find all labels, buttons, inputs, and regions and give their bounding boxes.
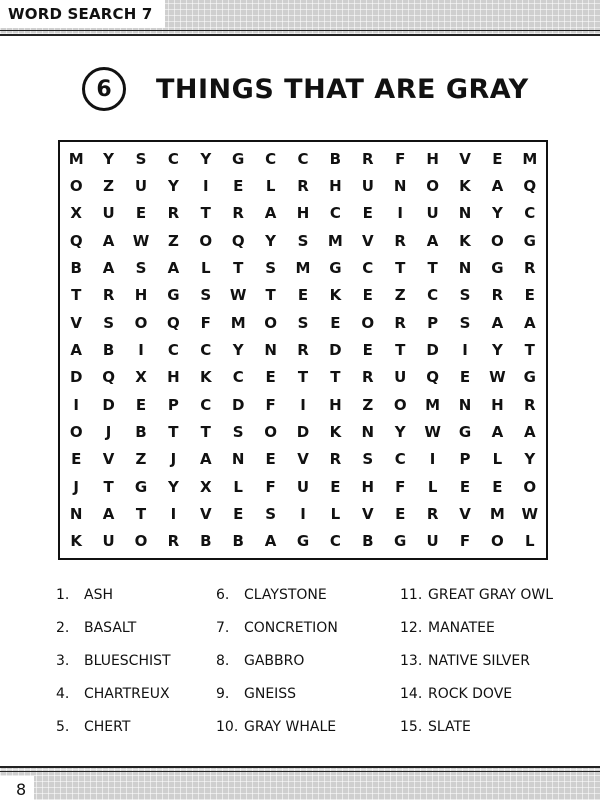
grid-letter[interactable]: F: [200, 313, 211, 332]
grid-letter[interactable]: E: [330, 477, 341, 496]
word-number: 6.: [216, 586, 230, 603]
grid-letter[interactable]: G: [394, 532, 407, 551]
grid-letter[interactable]: A: [264, 532, 277, 551]
grid-letter[interactable]: M: [68, 149, 84, 168]
grid-letter[interactable]: Y: [167, 477, 179, 496]
word-text: SLATE: [428, 718, 471, 735]
grid-letter[interactable]: E: [362, 286, 373, 305]
grid-letter[interactable]: D: [69, 368, 83, 387]
grid-letter[interactable]: J: [170, 450, 177, 469]
grid-letter[interactable]: R: [329, 450, 342, 469]
grid-letter[interactable]: S: [265, 258, 276, 277]
grid-letter[interactable]: S: [200, 286, 212, 305]
word-list-item: [400, 710, 576, 743]
grid-letter[interactable]: Q: [231, 231, 245, 250]
grid-letter[interactable]: Q: [102, 368, 115, 387]
grid-letter[interactable]: Z: [135, 450, 147, 469]
grid-letter[interactable]: R: [102, 286, 115, 305]
grid-letter[interactable]: B: [135, 422, 147, 441]
grid-letter[interactable]: T: [200, 204, 211, 223]
grid-letter[interactable]: E: [459, 368, 471, 387]
grid-letter[interactable]: M: [230, 313, 246, 332]
grid-letter[interactable]: F: [265, 477, 276, 496]
grid-letter[interactable]: A: [102, 504, 115, 523]
grid-letter[interactable]: Z: [362, 395, 374, 414]
grid-letter[interactable]: F: [395, 477, 406, 496]
grid-letter[interactable]: Z: [103, 176, 115, 195]
grid-letter[interactable]: Y: [232, 340, 244, 359]
grid-letter[interactable]: R: [524, 258, 536, 277]
grid-letter[interactable]: G: [523, 231, 536, 250]
grid-letter[interactable]: Y: [524, 450, 536, 469]
grid-letter[interactable]: E: [330, 313, 341, 332]
grid-letter[interactable]: E: [135, 395, 147, 414]
grid-letter[interactable]: J: [105, 422, 112, 441]
word-number: 11.: [400, 586, 423, 603]
grid-letter[interactable]: U: [102, 204, 115, 223]
word-number: 7.: [216, 619, 230, 636]
grid-letter[interactable]: R: [167, 532, 180, 551]
grid-letter[interactable]: A: [102, 231, 115, 250]
grid-letter[interactable]: A: [167, 258, 180, 277]
grid-letter[interactable]: V: [459, 504, 471, 523]
grid-letter[interactable]: R: [362, 149, 374, 168]
grid-letter[interactable]: N: [458, 204, 472, 223]
word-list-item: [216, 578, 400, 611]
word-text: BASALT: [84, 619, 137, 636]
grid-letter[interactable]: Q: [69, 231, 83, 250]
grid-letter[interactable]: A: [70, 340, 82, 359]
grid-letter[interactable]: T: [427, 258, 438, 277]
grid-letter[interactable]: T: [233, 258, 244, 277]
grid-letter[interactable]: I: [300, 395, 306, 414]
grid-letter[interactable]: C: [329, 204, 341, 223]
word-list-item: [56, 644, 216, 677]
grid-letter[interactable]: U: [296, 477, 310, 496]
grid-letter[interactable]: U: [361, 176, 374, 195]
word-list-item: [216, 677, 400, 710]
grid-letter[interactable]: V: [297, 450, 309, 469]
word-text: MANATEE: [428, 619, 495, 636]
word-list-item: [216, 644, 400, 677]
puzzle-title: [82, 64, 529, 114]
grid-letter[interactable]: O: [393, 395, 407, 414]
grid-letter[interactable]: P: [167, 395, 179, 414]
word-number: 8.: [216, 652, 230, 669]
word-number: 15.: [400, 718, 423, 735]
word-number: 10.: [216, 718, 239, 735]
grid-letter[interactable]: T: [71, 286, 82, 305]
grid-letter[interactable]: D: [296, 422, 310, 441]
grid-letter[interactable]: E: [362, 340, 373, 359]
grid-letter[interactable]: W: [229, 286, 247, 305]
grid-letter[interactable]: Y: [491, 204, 503, 223]
grid-letter[interactable]: I: [429, 450, 436, 469]
grid-letter[interactable]: B: [200, 532, 212, 551]
grid-letter[interactable]: M: [327, 231, 343, 250]
grid-letter[interactable]: O: [134, 313, 148, 332]
word-list-item: [400, 578, 576, 611]
grid-letter[interactable]: D: [102, 395, 115, 414]
page-title: THINGS THAT ARE GRAY: [156, 73, 529, 105]
puzzle-label: WORD SEARCH 7: [0, 0, 165, 28]
grid-letter[interactable]: T: [330, 368, 341, 387]
grid-letter[interactable]: D: [231, 395, 245, 414]
grid-letter[interactable]: I: [300, 504, 306, 523]
grid-letter[interactable]: T: [135, 504, 147, 523]
grid-letter[interactable]: P: [427, 313, 439, 332]
grid-letter[interactable]: E: [265, 450, 276, 469]
grid-letter[interactable]: H: [134, 286, 148, 305]
grid-letter[interactable]: S: [297, 313, 309, 332]
grid-letter[interactable]: E: [459, 477, 471, 496]
grid-letter[interactable]: A: [491, 176, 504, 195]
grid-letter[interactable]: O: [69, 422, 83, 441]
grid-letter[interactable]: T: [395, 258, 406, 277]
word-list-item: [400, 644, 576, 677]
word-list-item: [216, 611, 400, 644]
grid-letter[interactable]: J: [73, 477, 79, 496]
grid-letter[interactable]: C: [329, 532, 341, 551]
grid-letter[interactable]: Q: [167, 313, 180, 332]
word-number: 5.: [56, 718, 70, 735]
grid-letter[interactable]: G: [167, 286, 180, 305]
grid-letter[interactable]: G: [134, 477, 148, 496]
grid-letter[interactable]: F: [265, 395, 276, 414]
grid-letter[interactable]: S: [232, 422, 244, 441]
word-text: CLAYSTONE: [244, 586, 327, 603]
grid-letter[interactable]: N: [264, 340, 277, 359]
grid-letter[interactable]: K: [70, 532, 82, 551]
grid-letter[interactable]: T: [524, 340, 535, 359]
grid-letter[interactable]: X: [200, 477, 212, 496]
grid-letter[interactable]: K: [459, 231, 471, 250]
grid-letter[interactable]: N: [231, 450, 245, 469]
grid-letter[interactable]: O: [523, 477, 537, 496]
grid-letter[interactable]: E: [362, 204, 373, 223]
grid-letter[interactable]: B: [102, 340, 115, 359]
header-band: [0, 0, 600, 36]
word-text: CONCRETION: [244, 619, 338, 636]
grid-letter[interactable]: W: [424, 422, 441, 441]
word-list-item: [216, 710, 400, 743]
grid-letter[interactable]: M: [522, 149, 538, 168]
grid-letter[interactable]: S: [459, 286, 471, 305]
grid-letter[interactable]: Z: [167, 231, 179, 250]
word-number: 4.: [56, 685, 70, 702]
grid-letter[interactable]: I: [203, 176, 209, 195]
grid-letter[interactable]: W: [521, 504, 539, 523]
grid-letter[interactable]: T: [200, 422, 211, 441]
grid-letter[interactable]: R: [524, 395, 536, 414]
word-list-item: [56, 677, 216, 710]
grid-letter[interactable]: C: [232, 368, 244, 387]
grid-letter[interactable]: A: [491, 422, 504, 441]
word-text: BLUESCHIST: [84, 652, 171, 669]
word-text: GREAT GRAY OWL: [428, 586, 554, 603]
grid-letter[interactable]: K: [329, 422, 342, 441]
grid-letter[interactable]: V: [361, 504, 374, 523]
page-number: 8: [0, 776, 34, 802]
grid-letter[interactable]: V: [361, 231, 374, 250]
grid-letter[interactable]: L: [201, 258, 211, 277]
grid-letter[interactable]: I: [462, 340, 468, 359]
grid-letter[interactable]: R: [297, 176, 309, 195]
grid-letter[interactable]: F: [395, 149, 406, 168]
grid-letter[interactable]: L: [427, 477, 438, 496]
grid-letter[interactable]: H: [167, 368, 180, 387]
word-text: GNEISS: [244, 685, 297, 702]
grid-letter[interactable]: U: [394, 368, 407, 387]
word-text: CHERT: [84, 718, 131, 735]
grid-letter[interactable]: V: [199, 504, 212, 523]
grid-letter[interactable]: L: [330, 504, 341, 523]
grid-letter[interactable]: H: [491, 395, 504, 414]
grid-letter[interactable]: S: [362, 450, 374, 469]
grid-letter[interactable]: A: [102, 258, 115, 277]
grid-letter[interactable]: L: [265, 176, 276, 195]
grid-letter[interactable]: L: [492, 450, 503, 469]
grid-letter[interactable]: Y: [167, 176, 179, 195]
grid-letter[interactable]: O: [134, 532, 148, 551]
grid-letter[interactable]: E: [135, 204, 147, 223]
word-list-item: [400, 677, 576, 710]
grid-letter[interactable]: O: [491, 532, 504, 551]
grid-letter[interactable]: X: [70, 204, 82, 223]
grid-letter[interactable]: S: [103, 313, 114, 332]
grid-letter[interactable]: S: [265, 504, 276, 523]
word-list-item: [56, 611, 216, 644]
grid-letter[interactable]: T: [265, 286, 276, 305]
grid-letter[interactable]: N: [393, 176, 407, 195]
grid-letter[interactable]: R: [167, 204, 180, 223]
word-number: 14.: [400, 685, 423, 702]
word-number: 2.: [56, 619, 70, 636]
grid-letter[interactable]: I: [73, 395, 79, 414]
grid-letter[interactable]: L: [525, 532, 535, 551]
letter-grid[interactable]: [58, 140, 548, 560]
grid-letter[interactable]: H: [329, 176, 342, 195]
grid-letter[interactable]: Y: [200, 149, 212, 168]
grid-letter[interactable]: C: [297, 149, 309, 168]
grid-letter[interactable]: C: [394, 450, 406, 469]
grid-letter[interactable]: W: [489, 368, 506, 387]
grid-letter[interactable]: R: [491, 286, 504, 305]
grid-letter[interactable]: K: [459, 176, 471, 195]
grid-letter[interactable]: G: [491, 258, 504, 277]
grid-letter[interactable]: B: [362, 532, 374, 551]
grid-letter[interactable]: O: [491, 231, 504, 250]
word-text: GRAY WHALE: [244, 718, 337, 735]
grid-letter[interactable]: T: [395, 340, 406, 359]
grid-letter[interactable]: C: [167, 149, 179, 168]
word-number: 3.: [56, 652, 70, 669]
grid-letter[interactable]: I: [138, 340, 144, 359]
grid-letter[interactable]: Q: [523, 176, 537, 195]
grid-letter[interactable]: U: [134, 176, 148, 195]
grid-letter[interactable]: Q: [426, 368, 439, 387]
grid-letter[interactable]: H: [426, 149, 439, 168]
grid-letter[interactable]: S: [297, 231, 309, 250]
word-number: 13.: [400, 652, 423, 669]
grid-letter[interactable]: D: [329, 340, 342, 359]
grid-letter[interactable]: A: [491, 313, 504, 332]
grid-letter[interactable]: A: [199, 450, 212, 469]
grid-letter[interactable]: S: [135, 258, 147, 277]
grid-letter[interactable]: V: [102, 450, 115, 469]
grid-letter[interactable]: C: [427, 286, 439, 305]
grid-letter[interactable]: V: [70, 313, 82, 332]
grid-letter[interactable]: R: [232, 204, 244, 223]
grid-letter[interactable]: A: [523, 313, 536, 332]
grid-letter[interactable]: E: [265, 368, 276, 387]
grid-letter[interactable]: V: [459, 149, 471, 168]
grid-letter[interactable]: Y: [103, 149, 115, 168]
grid-letter[interactable]: B: [329, 149, 342, 168]
grid-letter[interactable]: O: [69, 176, 83, 195]
grid-letter[interactable]: O: [199, 231, 213, 250]
grid-letter[interactable]: O: [264, 313, 277, 332]
grid-letter[interactable]: B: [70, 258, 82, 277]
grid-letter[interactable]: R: [394, 313, 406, 332]
grid-letter[interactable]: G: [232, 149, 245, 168]
grid-letter[interactable]: M: [489, 504, 505, 523]
grid-letter[interactable]: O: [264, 422, 277, 441]
grid-letter[interactable]: O: [361, 313, 375, 332]
grid-letter[interactable]: E: [233, 504, 244, 523]
grid-letter[interactable]: R: [394, 231, 406, 250]
grid-letter[interactable]: A: [264, 204, 277, 223]
word-text: NATIVE SILVER: [428, 652, 530, 669]
grid-letter[interactable]: T: [168, 422, 179, 441]
grid-letter[interactable]: L: [233, 477, 243, 496]
word-list-item: [56, 578, 216, 611]
grid-letter[interactable]: K: [199, 368, 212, 387]
puzzle-number-badge: 6: [82, 67, 126, 111]
grid-letter[interactable]: M: [425, 395, 441, 414]
grid-letter[interactable]: Y: [265, 231, 277, 250]
word-text: ASH: [84, 586, 113, 603]
grid-letter[interactable]: E: [233, 176, 244, 195]
grid-letter[interactable]: U: [102, 532, 115, 551]
grid-letter[interactable]: H: [296, 204, 310, 223]
grid-letter[interactable]: S: [135, 149, 147, 168]
grid-letter[interactable]: G: [458, 422, 472, 441]
word-number: 1.: [56, 586, 70, 603]
word-list-item: [400, 611, 576, 644]
grid-letter[interactable]: Z: [394, 286, 406, 305]
grid-letter[interactable]: E: [524, 286, 535, 305]
word-list-item: [56, 710, 216, 743]
grid-letter[interactable]: H: [361, 477, 375, 496]
grid-letter[interactable]: X: [135, 368, 147, 387]
grid-letter[interactable]: Y: [394, 422, 406, 441]
grid-letter[interactable]: C: [265, 149, 277, 168]
grid-letter[interactable]: U: [426, 532, 439, 551]
word-text: ROCK DOVE: [428, 685, 513, 702]
grid-letter[interactable]: B: [232, 532, 244, 551]
grid-letter[interactable]: D: [426, 340, 439, 359]
grid-letter[interactable]: C: [200, 340, 212, 359]
grid-letter[interactable]: N: [458, 395, 472, 414]
grid-letter[interactable]: E: [71, 450, 82, 469]
grid-letter[interactable]: K: [329, 286, 342, 305]
grid-letter[interactable]: A: [426, 231, 439, 250]
grid-letter[interactable]: W: [132, 231, 150, 250]
grid-letter[interactable]: E: [297, 286, 309, 305]
grid-letter[interactable]: T: [103, 477, 114, 496]
grid-letter[interactable]: M: [295, 258, 311, 277]
grid-letter[interactable]: C: [167, 340, 179, 359]
grid-letter[interactable]: Y: [491, 340, 503, 359]
grid-letter[interactable]: E: [492, 477, 503, 496]
grid-letter[interactable]: I: [397, 204, 403, 223]
word-text: CHARTREUX: [84, 685, 170, 702]
grid-letter[interactable]: P: [459, 450, 471, 469]
grid-letter[interactable]: G: [523, 368, 536, 387]
grid-letter[interactable]: R: [362, 368, 374, 387]
word-number: 9.: [216, 685, 230, 702]
word-list: [56, 578, 576, 743]
footer-band: [0, 766, 600, 800]
grid-letter[interactable]: A: [523, 422, 536, 441]
grid-letter[interactable]: G: [329, 258, 342, 277]
grid-letter[interactable]: O: [426, 176, 439, 195]
grid-letter[interactable]: N: [69, 504, 83, 523]
grid-letter[interactable]: E: [395, 504, 406, 523]
grid-letter[interactable]: S: [459, 313, 471, 332]
grid-letter[interactable]: E: [492, 149, 503, 168]
word-text: GABBRO: [244, 652, 305, 669]
grid-letter[interactable]: N: [458, 258, 472, 277]
grid-letter[interactable]: T: [297, 368, 309, 387]
word-number: 12.: [400, 619, 423, 636]
grid-letter[interactable]: R: [426, 504, 439, 523]
grid-letter[interactable]: I: [170, 504, 177, 523]
grid-letter[interactable]: N: [361, 422, 375, 441]
grid-letter[interactable]: F: [459, 532, 471, 551]
grid-letter[interactable]: H: [329, 395, 342, 414]
grid-letter[interactable]: G: [296, 532, 310, 551]
grid-letter[interactable]: U: [426, 204, 439, 223]
grid-letter[interactable]: C: [524, 204, 536, 223]
grid-letter[interactable]: C: [362, 258, 374, 277]
grid-letter[interactable]: C: [200, 395, 212, 414]
grid-letter[interactable]: R: [297, 340, 309, 359]
